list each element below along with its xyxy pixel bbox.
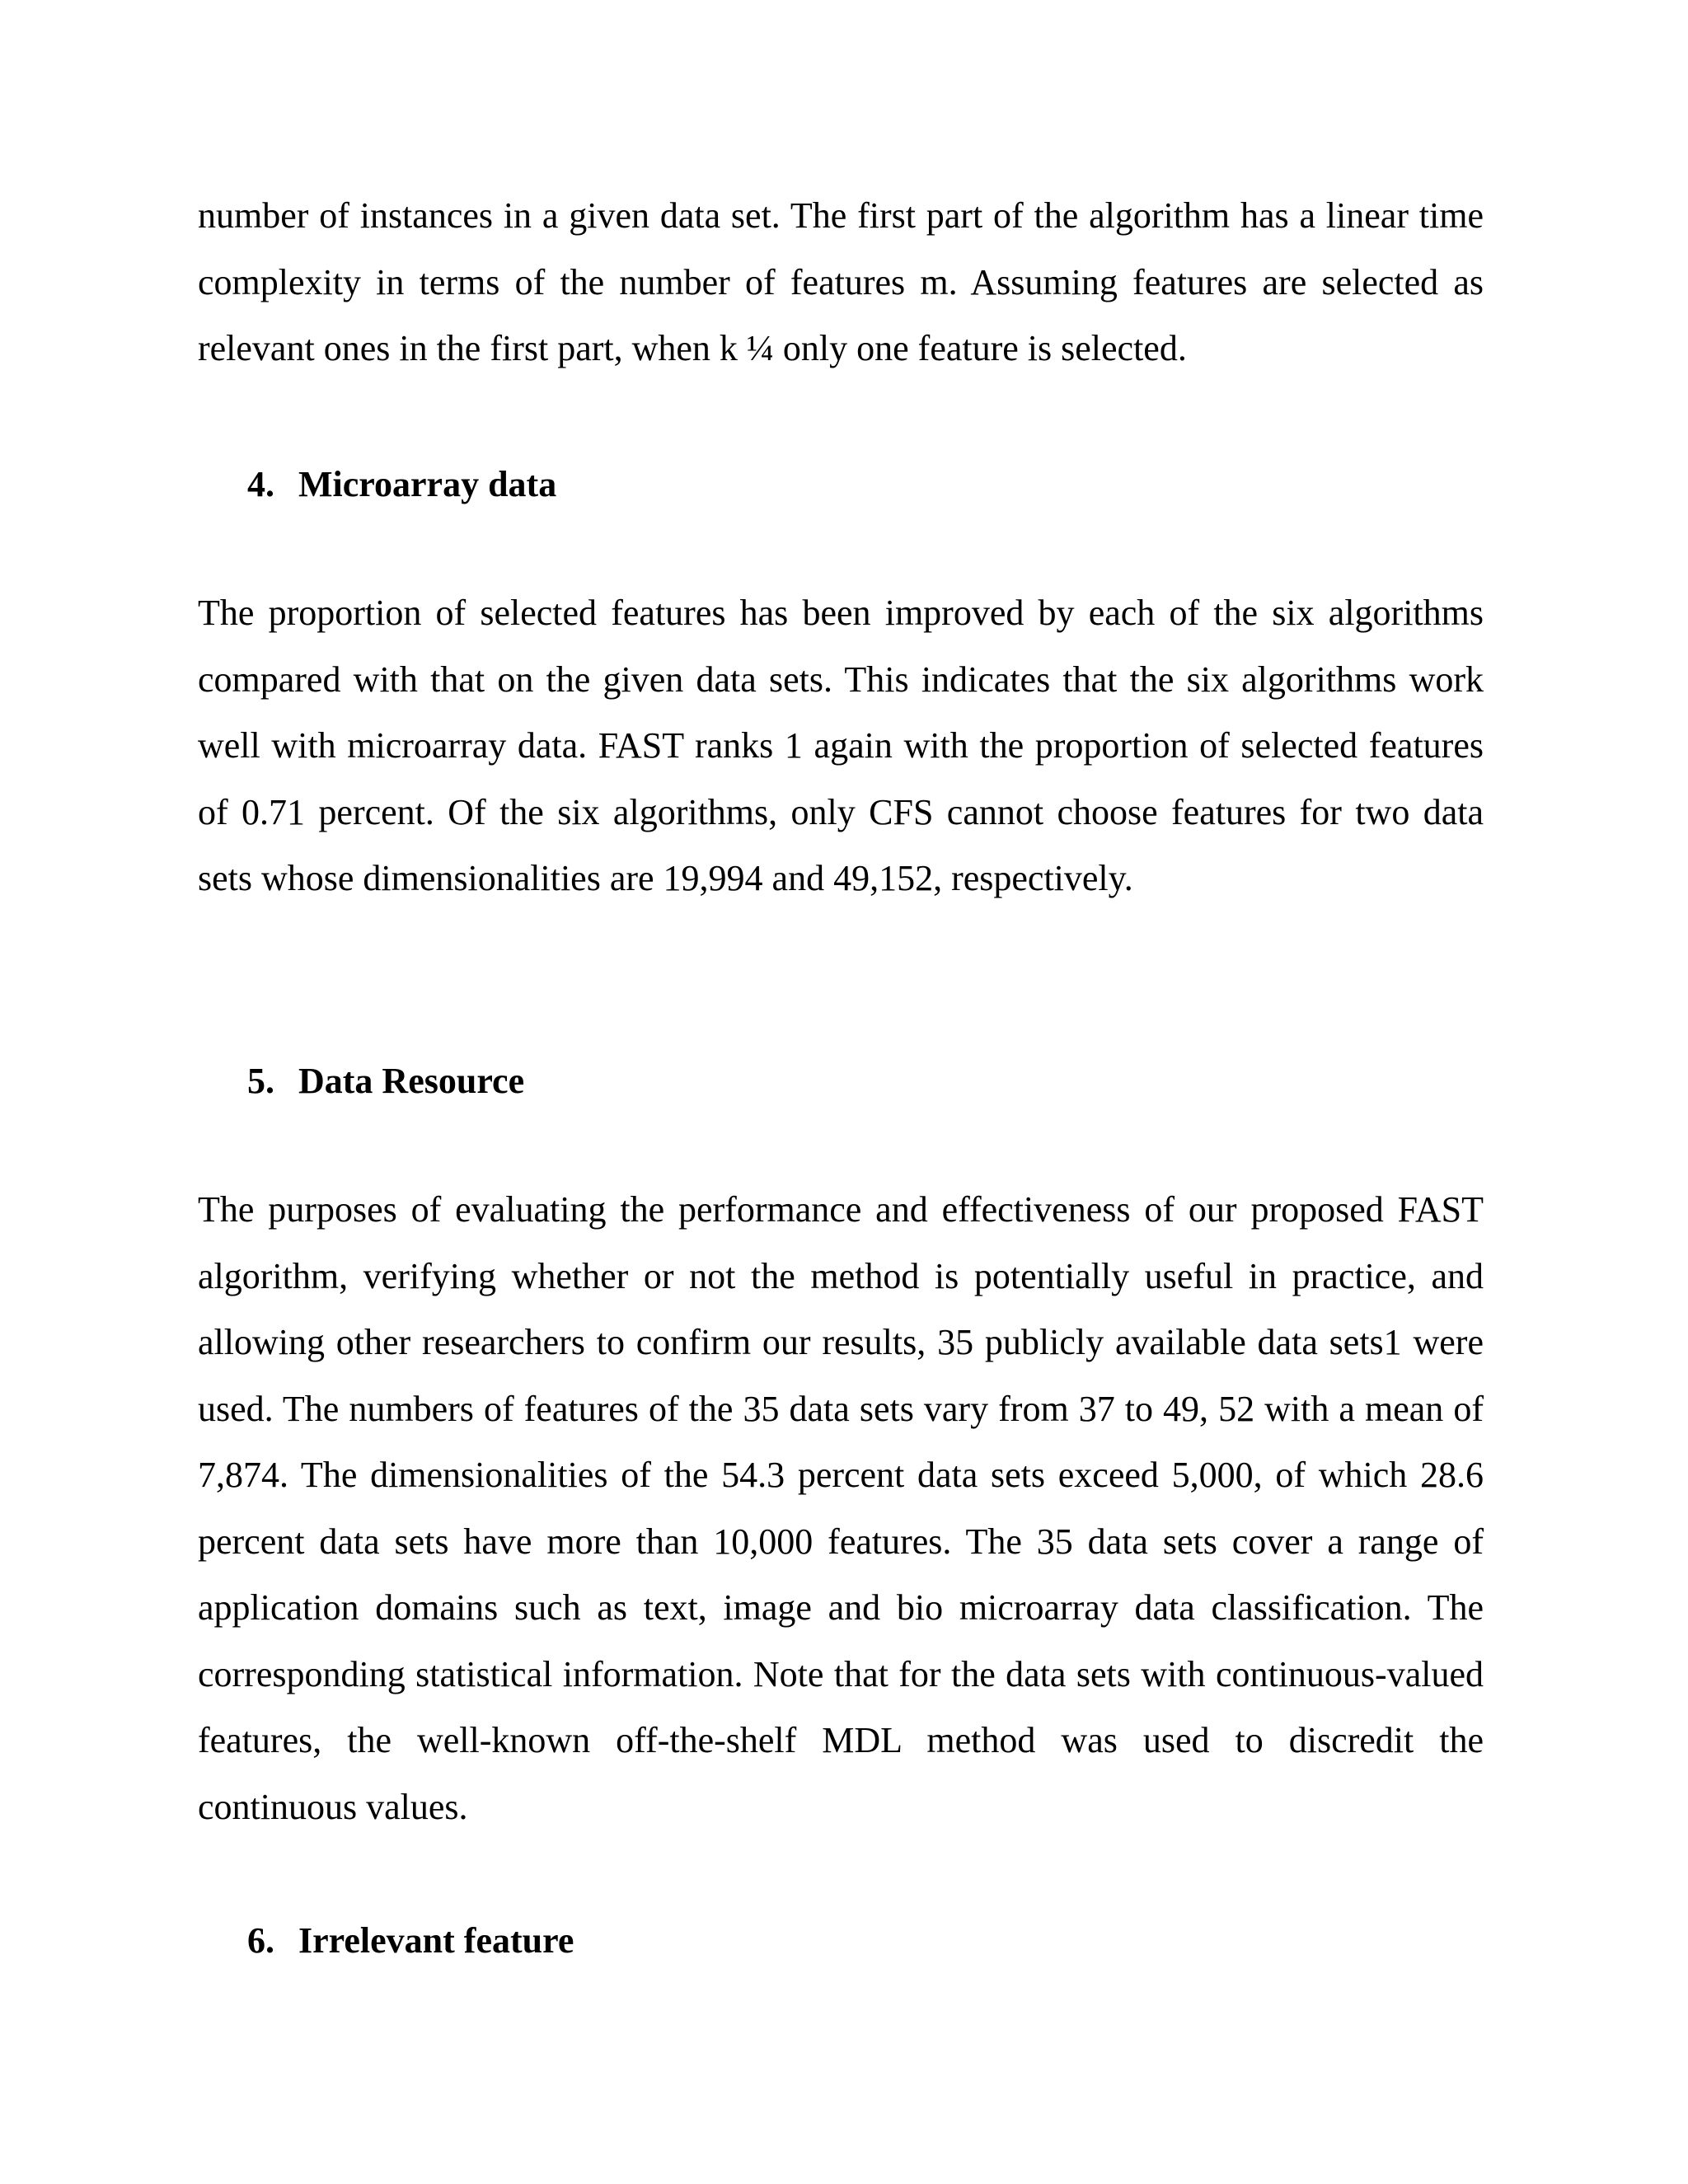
paragraph-data-resource: The purposes of evaluating the performance and effectiveness of our proposed FAST algorithm, verifying whether or not the method is potentially useful in practice, and allowing other researchers to confirm our results, 35 publicly available data sets1 were used. The numbers of features of the 35 data sets vary from 37 to 49, 52 with a mean of 7,874. The dimensionalities of the 54.3 percent data sets exceed 5,000, of which 28.6 percent data sets have more than 10,000 features. The 35 data sets cover a range of application domains such as text, image and bio microarray data classification. The corresponding statistical information. Note that for the data sets with continuous-valued features, the well-known off-the-shelf MDL method was used to discredit the continuous values.	[198, 1189, 1484, 1827]
section-heading-microarray-data	[247, 460, 556, 509]
section-title: Microarray data	[298, 464, 557, 504]
paragraph-microarray-data: The proportion of selected features has been improved by each of the six algorithms compared with that on the given data sets. This indicates that the six algorithms work well with microarray data. FAST ranks 1 again with the proportion of selected features of 0.71 percent. Of the six algorithms, only CFS cannot choose features for two data sets whose dimensionalities are 19,994 and 49,152, respectively.	[198, 593, 1484, 898]
section-title: Data Resource	[298, 1061, 525, 1101]
section-heading-data-resource	[247, 1057, 524, 1106]
paragraph-intro: number of instances in a given data set. The first part of the algorithm has a linear time complexity in terms of the number of features m. Assuming features are selected as relevant ones in the first part, when k ¼ only one feature is selected.	[198, 195, 1484, 368]
section-number: 6.	[247, 1920, 274, 1961]
section-number: 5.	[247, 1061, 274, 1101]
section-number: 4.	[247, 464, 274, 504]
section-heading-irrelevant-feature	[247, 1916, 574, 1966]
section-title: Irrelevant feature	[298, 1920, 574, 1961]
